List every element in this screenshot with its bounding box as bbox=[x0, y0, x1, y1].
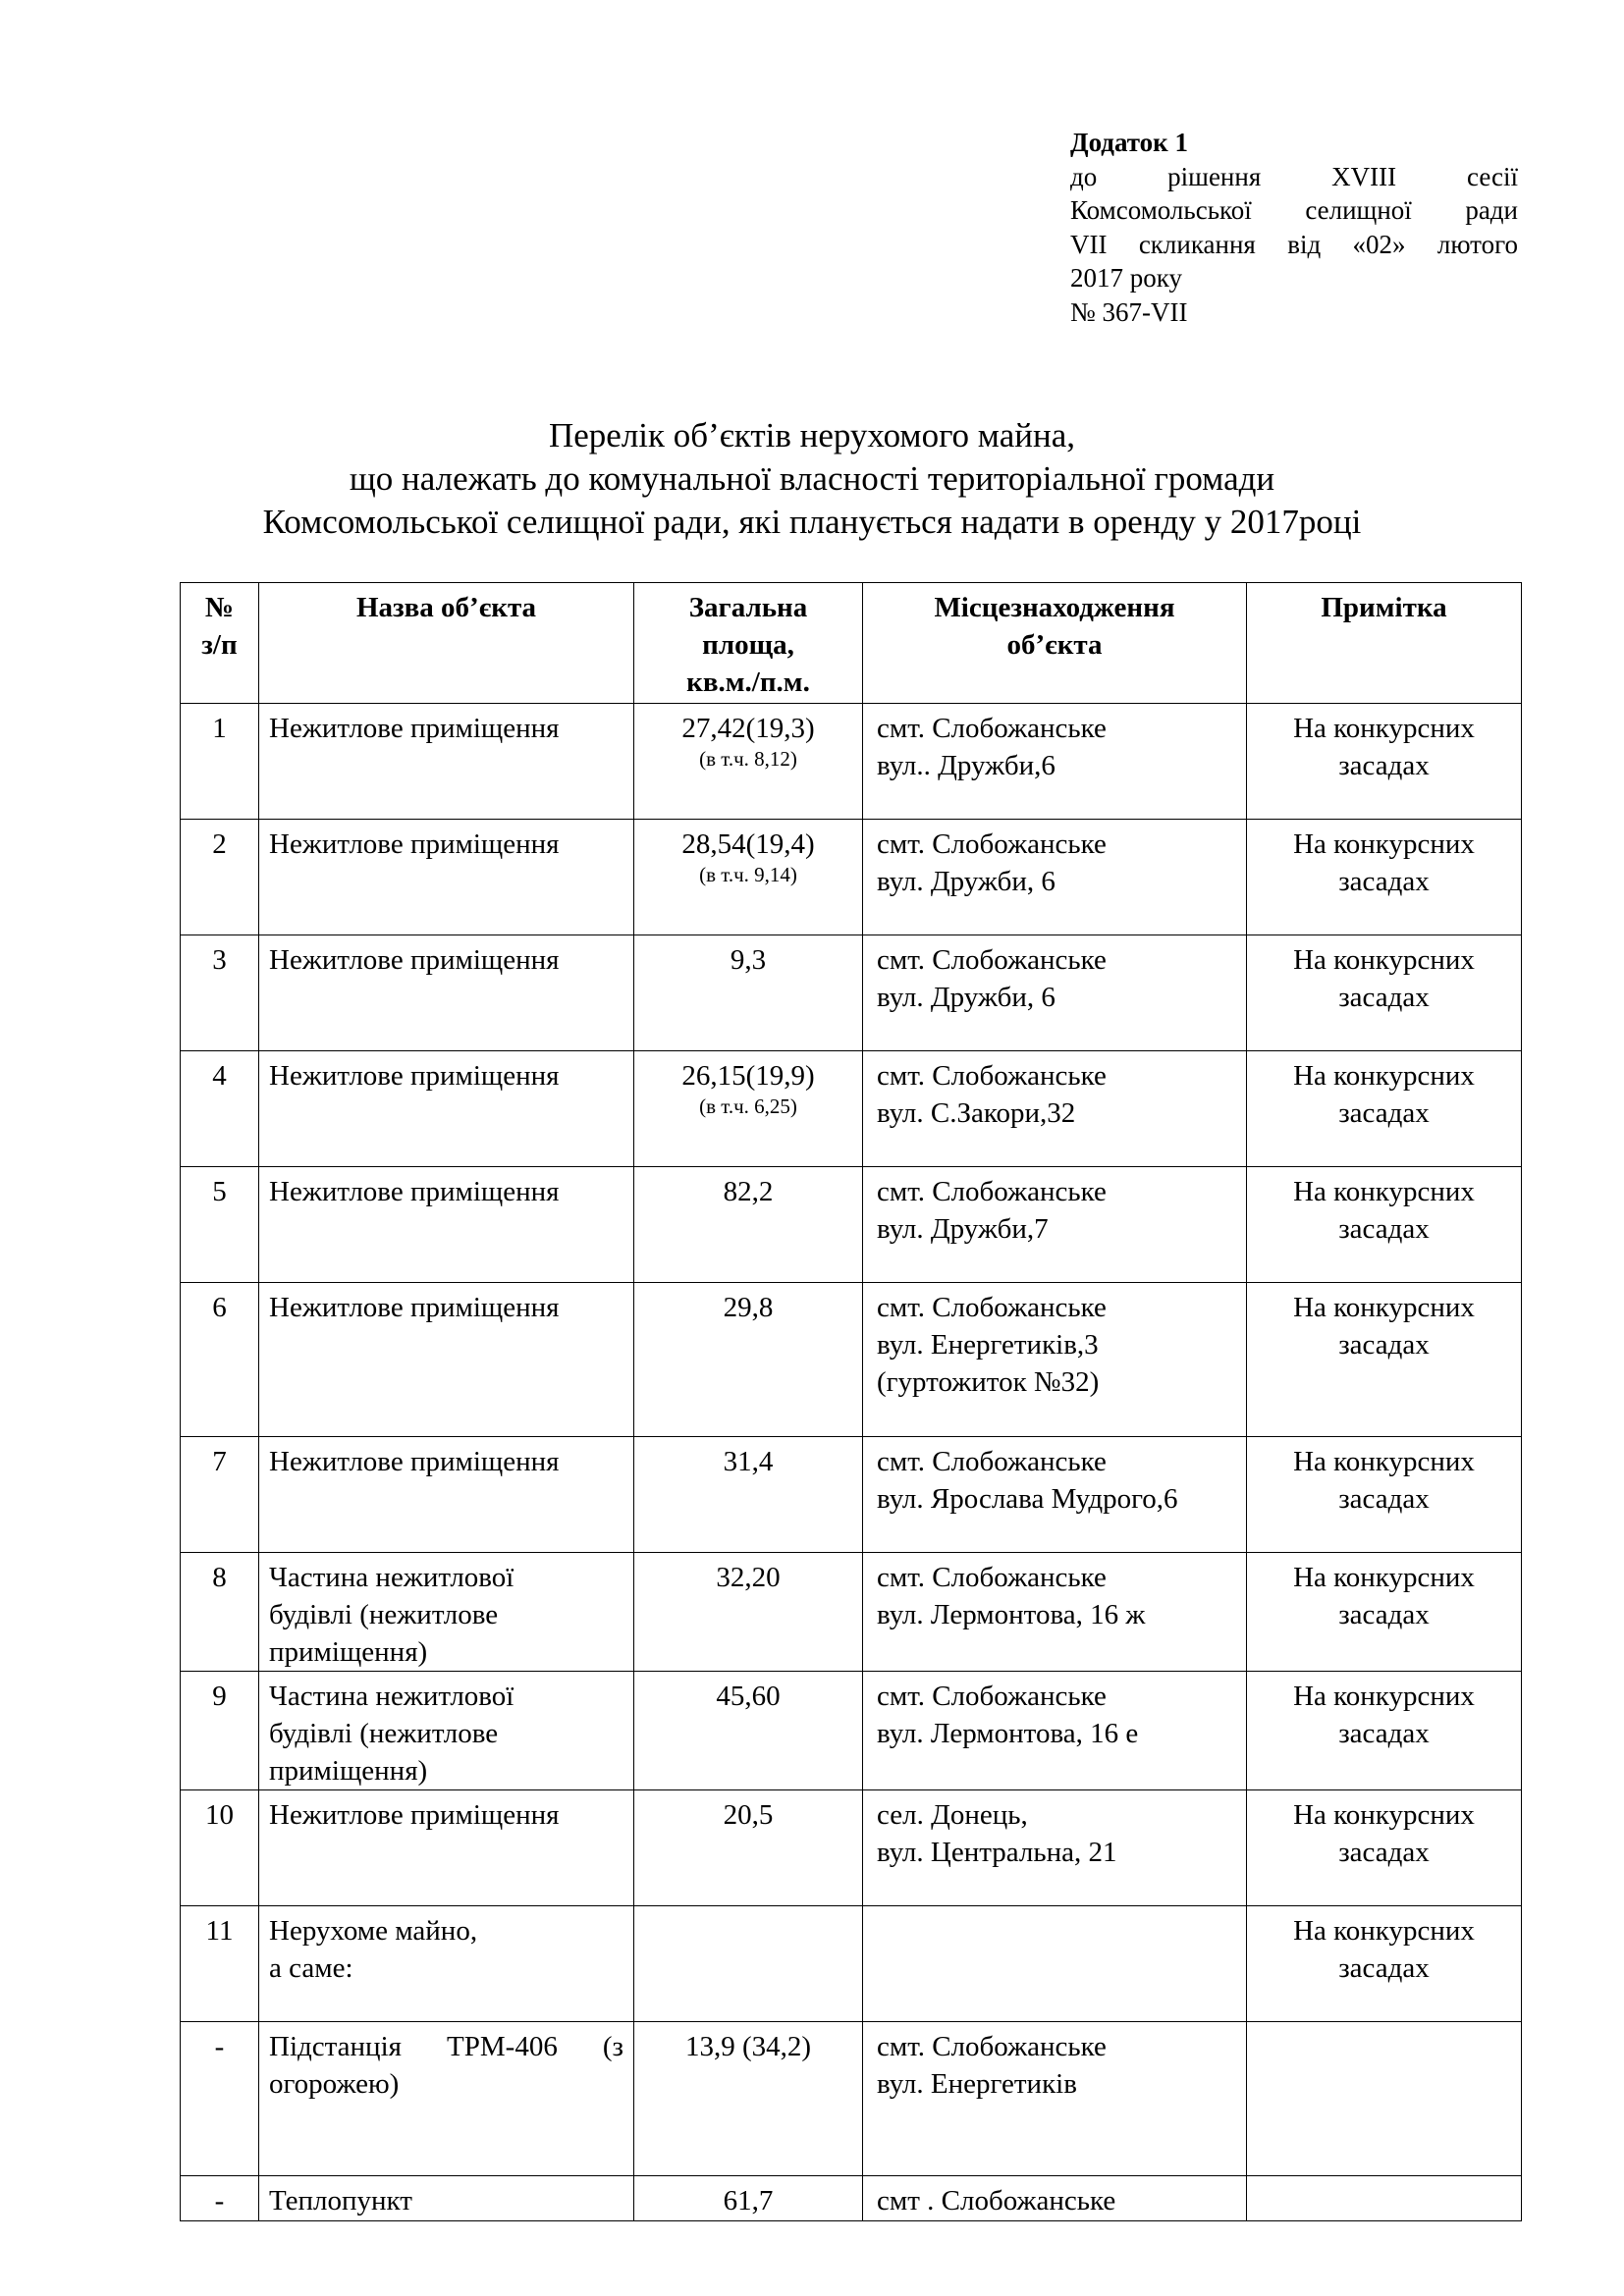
cell-note: На конкурсних засадах bbox=[1247, 1437, 1522, 1553]
cell-area: 9,3 bbox=[634, 935, 863, 1051]
cell-note: На конкурсних засадах bbox=[1247, 1672, 1522, 1790]
cell-number: 6 bbox=[181, 1283, 259, 1437]
cell-area: 26,15(19,9) (в т.ч. 6,25) bbox=[634, 1051, 863, 1167]
cell-note: На конкурсних засадах bbox=[1247, 1906, 1522, 2022]
annex-line: VII скликання від «02» лютого bbox=[1070, 229, 1518, 259]
cell-area: 29,8 bbox=[634, 1283, 863, 1437]
table-row bbox=[181, 820, 1522, 935]
header-area: Загальна площа, кв.м./п.м. bbox=[634, 583, 863, 704]
cell-number: 2 bbox=[181, 820, 259, 935]
cell-location: смт. Слобожанське вул. Дружби,7 bbox=[863, 1167, 1247, 1283]
cell-name: Нежитлове приміщення bbox=[259, 935, 634, 1051]
cell-area: 32,20 bbox=[634, 1553, 863, 1672]
document-title-line: Комсомольської селищної ради, які планується надати в оренду у 2017році bbox=[262, 503, 1362, 541]
cell-note: На конкурсних засадах bbox=[1247, 820, 1522, 935]
cell-location: смт . Слобожанське bbox=[863, 2176, 1247, 2221]
header-number: № з/п bbox=[181, 583, 259, 704]
cell-location: сел. Донець, вул. Центральна, 21 bbox=[863, 1790, 1247, 1906]
cell-note: На конкурсних засадах bbox=[1247, 1167, 1522, 1283]
cell-area: 28,54(19,4) (в т.ч. 9,14) bbox=[634, 820, 863, 935]
cell-number: 9 bbox=[181, 1672, 259, 1790]
header-note: Примітка bbox=[1247, 583, 1522, 704]
table-row bbox=[181, 1051, 1522, 1167]
cell-name: Нежитлове приміщення bbox=[259, 1790, 634, 1906]
table-header-row bbox=[181, 583, 1522, 704]
cell-name: Частина нежитлової будівлі (нежитлове приміщення) bbox=[259, 1553, 634, 1672]
cell-area: 27,42(19,3) (в т.ч. 8,12) bbox=[634, 704, 863, 820]
cell-number: 10 bbox=[181, 1790, 259, 1906]
cell-note: На конкурсних засадах bbox=[1247, 1283, 1522, 1437]
cell-location bbox=[863, 1906, 1247, 2022]
cell-note: На конкурсних засадах bbox=[1247, 704, 1522, 820]
table-row bbox=[181, 935, 1522, 1051]
cell-name: Нежитлове приміщення bbox=[259, 704, 634, 820]
property-table bbox=[180, 582, 1522, 2221]
cell-note bbox=[1247, 2176, 1522, 2221]
cell-area: 82,2 bbox=[634, 1167, 863, 1283]
cell-name: Підстанція ТРМ-406 (з огорожею) bbox=[259, 2022, 634, 2176]
cell-name: Теплопункт bbox=[259, 2176, 634, 2221]
cell-area bbox=[634, 1906, 863, 2022]
annex-line: № 367-VII bbox=[1070, 296, 1188, 327]
cell-number: - bbox=[181, 2022, 259, 2176]
table-row bbox=[181, 1553, 1522, 1672]
cell-area: 20,5 bbox=[634, 1790, 863, 1906]
cell-location: смт. Слобожанське вул. Дружби, 6 bbox=[863, 935, 1247, 1051]
document-title-line: що належать до комунальної власності територіальної громади bbox=[349, 459, 1275, 498]
table-row bbox=[181, 1790, 1522, 1906]
cell-location: смт. Слобожанське вул. Лермонтова, 16 ж bbox=[863, 1553, 1247, 1672]
cell-note bbox=[1247, 2022, 1522, 2176]
cell-name: Нежитлове приміщення bbox=[259, 1283, 634, 1437]
cell-name: Нежитлове приміщення bbox=[259, 1437, 634, 1553]
cell-note: На конкурсних засадах bbox=[1247, 1553, 1522, 1672]
cell-number: 11 bbox=[181, 1906, 259, 2022]
cell-name: Нежитлове приміщення bbox=[259, 820, 634, 935]
cell-area: 13,9 (34,2) bbox=[634, 2022, 863, 2176]
cell-note: На конкурсних засадах bbox=[1247, 935, 1522, 1051]
table-row bbox=[181, 1672, 1522, 1790]
table-row bbox=[181, 704, 1522, 820]
cell-number: - bbox=[181, 2176, 259, 2221]
cell-number: 4 bbox=[181, 1051, 259, 1167]
cell-note: На конкурсних засадах bbox=[1247, 1051, 1522, 1167]
cell-area: 61,7 bbox=[634, 2176, 863, 2221]
cell-location: смт. Слобожанське вул. Дружби, 6 bbox=[863, 820, 1247, 935]
table-row bbox=[181, 2176, 1522, 2221]
cell-number: 3 bbox=[181, 935, 259, 1051]
cell-location: смт. Слобожанське вул. Лермонтова, 16 е bbox=[863, 1672, 1247, 1790]
table-row bbox=[181, 1167, 1522, 1283]
document-title bbox=[157, 414, 1467, 544]
cell-number: 1 bbox=[181, 704, 259, 820]
annex-title: Додаток 1 bbox=[1070, 128, 1188, 157]
cell-name: Частина нежитлової будівлі (нежитлове приміщення) bbox=[259, 1672, 634, 1790]
annex-line: до рішення XVIII сесії bbox=[1070, 161, 1518, 191]
cell-location: смт. Слобожанське вул. С.Закори,32 bbox=[863, 1051, 1247, 1167]
cell-area: 45,60 bbox=[634, 1672, 863, 1790]
annex-block bbox=[1070, 126, 1518, 329]
cell-location: смт. Слобожанське вул. Енергетиків,3 (гуртожиток №32) bbox=[863, 1283, 1247, 1437]
table-row bbox=[181, 2022, 1522, 2176]
table-row bbox=[181, 1906, 1522, 2022]
cell-area: 31,4 bbox=[634, 1437, 863, 1553]
table-row bbox=[181, 1437, 1522, 1553]
annex-line: 2017 року bbox=[1070, 263, 1182, 293]
cell-number: 5 bbox=[181, 1167, 259, 1283]
cell-number: 7 bbox=[181, 1437, 259, 1553]
cell-name: Нерухоме майно, а саме: bbox=[259, 1906, 634, 2022]
cell-location: смт. Слобожанське вул.. Дружби,6 bbox=[863, 704, 1247, 820]
cell-location: смт. Слобожанське вул. Енергетиків bbox=[863, 2022, 1247, 2176]
document-title-line: Перелік об’єктів нерухомого майна, bbox=[549, 416, 1075, 454]
header-name: Назва об’єкта bbox=[259, 583, 634, 704]
header-location: Місцезнаходження об’єкта bbox=[863, 583, 1247, 704]
cell-number: 8 bbox=[181, 1553, 259, 1672]
cell-note: На конкурсних засадах bbox=[1247, 1790, 1522, 1906]
table-row bbox=[181, 1283, 1522, 1437]
annex-line: Комсомольської селищної ради bbox=[1070, 195, 1518, 225]
cell-location: смт. Слобожанське вул. Ярослава Мудрого,6 bbox=[863, 1437, 1247, 1553]
cell-name: Нежитлове приміщення bbox=[259, 1051, 634, 1167]
cell-name: Нежитлове приміщення bbox=[259, 1167, 634, 1283]
